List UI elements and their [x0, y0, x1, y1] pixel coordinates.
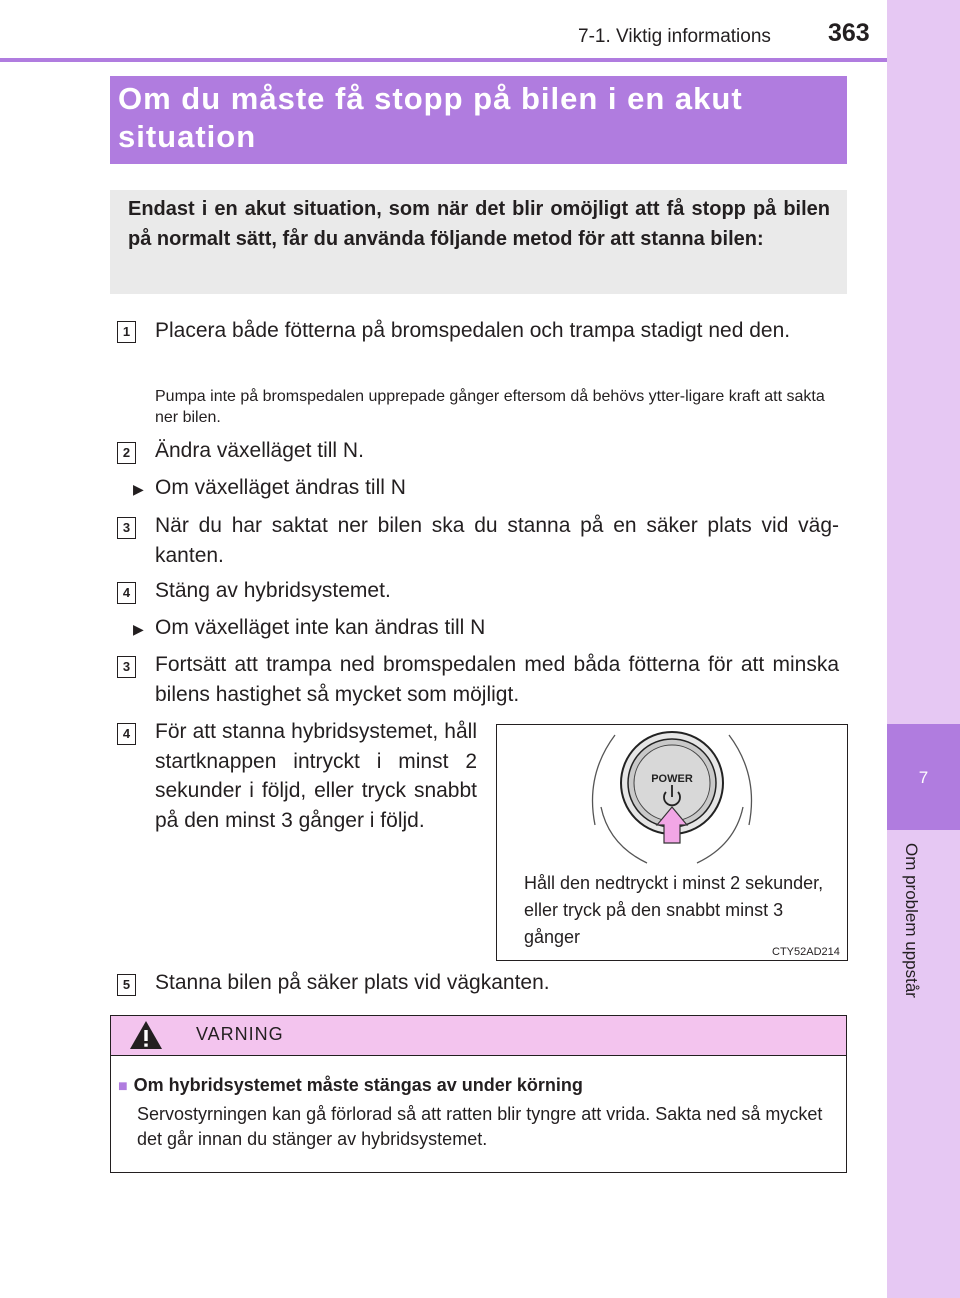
step-number: 1 — [117, 321, 136, 343]
case-arrow-icon: ▶ — [133, 621, 144, 637]
step-number: 5 — [117, 974, 136, 996]
step-text: När du har saktat ner bilen ska du stanna på en säker plats vid väg-kanten. — [155, 514, 839, 567]
step-number: 3 — [117, 656, 136, 678]
chapter-label: Om problem uppstår — [902, 843, 921, 998]
section-title: 7-1. Viktig informations — [578, 26, 771, 47]
figure-caption: Håll den nedtryckt i minst 2 sekunder, eller tryck på den snabbt minst 3 gånger — [524, 873, 824, 947]
warning-label: VARNING — [196, 1024, 284, 1044]
warning-subheading — [118, 1075, 583, 1096]
page-title: Om du måste få stopp på bilen i en akut situation — [118, 81, 743, 154]
step-note: Pumpa inte på bromspedalen upprepade gånger eftersom då behövs ytter-ligare kraft att sakta ner bilen. — [155, 388, 825, 426]
step-number: 4 — [117, 582, 136, 604]
case-heading: Om växelläget inte kan ändras till N — [155, 616, 486, 639]
step-text: För att stanna hybridsystemet, håll startknappen intryckt i minst 2 sekunder i följd, eller tryck snabbt på den minst 3 gånger i följd. — [155, 720, 477, 832]
step-number: 2 — [117, 442, 136, 464]
step-text: Stäng av hybridsystemet. — [155, 579, 391, 602]
warning-icon — [128, 1019, 164, 1051]
chapter-number: 7 — [918, 768, 929, 787]
case-heading: Om växelläget ändras till N — [155, 476, 406, 499]
warning-text: Servostyrningen kan gå förlorad så att ratten blir tyngre att vrida. Sakta ned så mycket det går innan du stänger av hybridsystemet. — [137, 1104, 823, 1149]
header-rule — [0, 58, 887, 62]
step-text: Ändra växelläget till N. — [155, 439, 364, 462]
step-text: Stanna bilen på säker plats vid vägkanten. — [155, 971, 550, 994]
figure-code: CTY52AD214 — [772, 946, 840, 958]
step-text: Fortsätt att trampa ned bromspedalen med båda fötterna för att minska bilens hastighet så mycket som möjligt. — [155, 653, 839, 706]
step-text: Placera både fötterna på bromspedalen och trampa stadigt ned den. — [155, 319, 791, 342]
warning-subheading-text: Om hybridsystemet måste stängas av under körning — [133, 1075, 583, 1095]
intro-text: Endast i en akut situation, som när det blir omöjligt att få stopp på bilen på normalt sätt, får du använda följande metod för att stanna bilen: — [128, 198, 830, 250]
power-label: POWER — [651, 773, 693, 785]
case-arrow-icon: ▶ — [133, 481, 144, 497]
page-number: 363 — [828, 19, 870, 47]
square-bullet-icon: ■ — [118, 1078, 128, 1095]
chapter-tab — [887, 0, 960, 1298]
step-number: 3 — [117, 517, 136, 539]
step-number: 4 — [117, 723, 136, 745]
